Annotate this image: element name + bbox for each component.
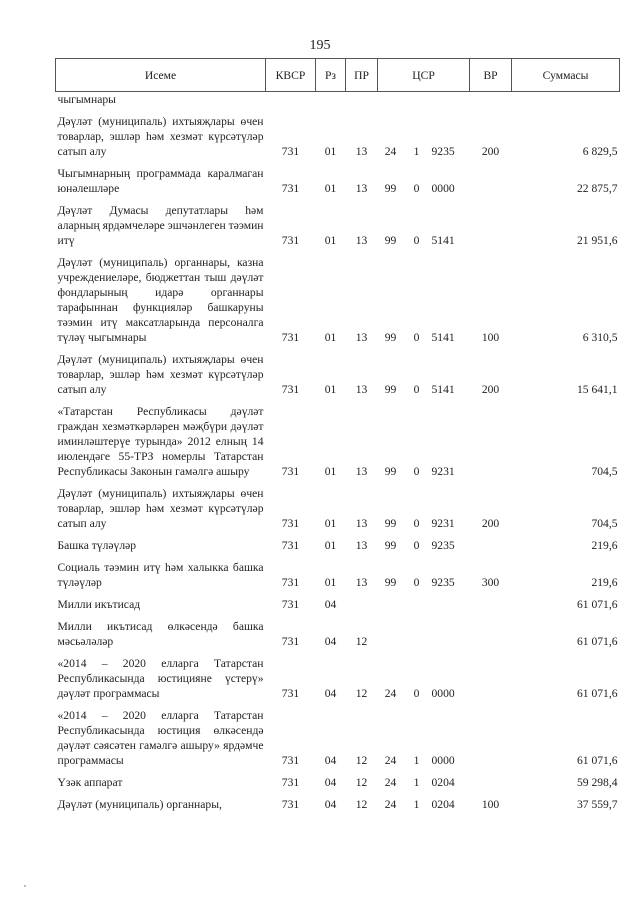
table-row [56,592,620,614]
row-csr-3: 9231 [431,517,455,530]
row-csr-1: 24 [384,798,397,811]
row-rz: 01 [324,465,337,478]
row-amount: 61 071,6 [576,754,618,767]
table-row [56,614,620,651]
row-csr-2: 1 [413,145,420,158]
row-csr-3: 0000 [431,182,455,195]
row-pr: 13 [355,383,368,396]
row-csr-2: 0 [413,383,420,396]
table-row [56,161,620,198]
row-amount: 15 641,1 [576,383,618,396]
row-csr-3: 0204 [431,798,455,811]
row-amount [512,92,620,110]
row-pr: 13 [355,331,368,344]
row-csr-3: 5141 [431,383,455,396]
row-csr-3 [430,592,470,614]
header-pr: ПР [346,59,378,92]
table-row [56,109,620,161]
row-pr: 13 [355,234,368,247]
row-amount: 704,5 [591,465,618,478]
row-vr [470,770,512,792]
row-amount: 61 071,6 [576,598,618,611]
row-name: «2014 – 2020 елларга Татарстан Республикасында юстицияне үстерү» дәүләт программасы [57,657,264,700]
row-pr: 13 [355,539,368,552]
row-name: чыгымнары [57,93,116,106]
header-csr: ЦСР [378,59,470,92]
row-csr-2 [404,92,430,110]
row-name: Дәүләт (муниципаль) ихтыяҗлары өчен товарлар, эшләр һәм хезмәт күрсәтүләр сатып алу [57,487,264,530]
row-pr: 13 [355,517,368,530]
row-csr-1: 24 [384,754,397,767]
row-name: Дәүләт (муниципаль) органнары, казна учреждениеләре, бюджеттан тыш дәүләт фондларының идарә органнары тарафыннан функцияләр башкаруны тәэмин итү максатларында персоналга түләү чыгымнары [57,256,264,344]
row-vr: 200 [481,383,500,396]
table-row [56,651,620,703]
table-row [56,481,620,533]
row-rz: 01 [324,234,337,247]
row-name: «Татарстан Республикасы дәүләт граждан хезмәткәрләрен мәҗбүри дәүләт иминләштерүе турында» 2012 елның 14 июлендәге 55-ТРЗ номерлы Татарстан Республикасы Законын гамәлгә ашыру [57,405,264,478]
row-csr-3: 9231 [431,465,455,478]
row-csr-1: 99 [384,383,397,396]
row-csr-3: 5141 [431,234,455,247]
row-vr: 300 [481,576,500,589]
row-rz: 01 [324,539,337,552]
row-rz: 04 [324,754,337,767]
row-csr-3: 5141 [431,331,455,344]
row-csr-3 [430,614,470,651]
table-row [56,792,620,814]
row-pr: 12 [355,776,368,789]
table-row [56,533,620,555]
row-csr-1: 99 [384,234,397,247]
row-amount: 704,5 [591,517,618,530]
row-pr: 13 [355,576,368,589]
row-vr [470,592,512,614]
row-rz: 01 [324,145,337,158]
row-csr-3: 9235 [431,145,455,158]
row-csr-2: 0 [413,465,420,478]
row-amount: 59 298,4 [576,776,618,789]
row-rz: 01 [324,576,337,589]
row-amount: 61 071,6 [576,687,618,700]
row-csr-2: 0 [413,331,420,344]
row-pr: 12 [355,754,368,767]
row-vr [470,92,512,110]
row-csr-3: 0000 [431,754,455,767]
row-pr: 13 [355,145,368,158]
row-csr-2: 0 [413,517,420,530]
table-row [56,92,620,110]
table-row [56,555,620,592]
row-amount: 21 951,6 [576,234,618,247]
row-kvsr: 731 [281,465,300,478]
row-csr-2 [404,592,430,614]
row-pr: 12 [355,635,368,648]
row-csr-1: 24 [384,145,397,158]
row-rz: 04 [324,598,337,611]
row-name: Милли икътисад өлкәсендә башка мәсьәләләр [57,620,264,648]
row-pr: 13 [355,465,368,478]
row-csr-2: 0 [413,182,420,195]
table-row [56,770,620,792]
header-kvsr: КВСР [266,59,316,92]
row-vr [470,703,512,770]
row-csr-1: 99 [384,331,397,344]
row-kvsr: 731 [281,234,300,247]
row-vr [470,614,512,651]
row-csr-1: 99 [384,517,397,530]
row-rz: 01 [324,331,337,344]
row-kvsr: 731 [281,331,300,344]
table-row [56,399,620,481]
row-amount: 219,6 [591,576,618,589]
row-name: Дәүләт (муниципаль) ихтыяҗлары өчен товарлар, эшләр һәм хезмәт күрсәтүләр сатып алу [57,115,264,158]
row-csr-1 [378,614,404,651]
header-rz: Рз [316,59,346,92]
row-name: Милли икътисад [57,598,141,611]
row-pr [346,592,378,614]
row-vr [470,533,512,555]
budget-table [55,58,620,814]
row-kvsr: 731 [281,576,300,589]
row-kvsr: 731 [281,598,300,611]
header-vr: ВР [470,59,512,92]
row-csr-1: 99 [384,576,397,589]
row-csr-1: 24 [384,687,397,700]
row-csr-3: 0000 [431,687,455,700]
row-name: Дәүләт Думасы депутатлары һәм аларның ярдәмчеләре эшчәнлеген тәэмин итү [57,204,264,247]
row-vr: 100 [481,798,500,811]
row-csr-2: 0 [413,687,420,700]
row-rz: 01 [324,517,337,530]
row-name: Үзәк аппарат [57,776,123,789]
row-amount: 6 829,5 [582,145,618,158]
row-csr-2: 0 [413,576,420,589]
row-pr: 12 [355,798,368,811]
row-amount: 22 875,7 [576,182,618,195]
row-amount: 61 071,6 [576,635,618,648]
row-rz: 04 [324,635,337,648]
row-amount: 219,6 [591,539,618,552]
row-kvsr: 731 [281,517,300,530]
row-rz [316,92,346,110]
row-rz: 01 [324,383,337,396]
scan-speck [24,885,26,887]
row-vr [470,161,512,198]
row-name: Дәүләт (муниципаль) органнары, [57,798,222,811]
row-csr-1 [378,592,404,614]
row-csr-2: 1 [413,754,420,767]
row-rz: 04 [324,687,337,700]
row-csr-1: 99 [384,182,397,195]
table-row [56,198,620,250]
row-csr-1: 99 [384,465,397,478]
row-vr: 200 [481,145,500,158]
row-amount: 6 310,5 [582,331,618,344]
row-pr [346,92,378,110]
table-header [56,59,620,92]
row-kvsr: 731 [281,539,300,552]
row-rz: 04 [324,798,337,811]
row-csr-3: 9235 [431,576,455,589]
row-name: Башка түләүләр [57,539,137,552]
row-csr-2: 1 [413,776,420,789]
row-kvsr: 731 [281,798,300,811]
table-row [56,250,620,347]
page-number: 195 [309,38,331,53]
row-kvsr: 731 [281,383,300,396]
row-csr-1 [378,92,404,110]
row-kvsr: 731 [281,635,300,648]
row-csr-1: 99 [384,539,397,552]
row-name: Дәүләт (муниципаль) ихтыяҗлары өчен товарлар, эшләр һәм хезмәт күрсәтүләр сатып алу [57,353,264,396]
header-amount: Суммасы [512,59,620,92]
table-row [56,703,620,770]
row-csr-2: 1 [413,798,420,811]
row-name: Чыгымнарның программада каралмаган юнәлешләре [57,167,264,195]
row-kvsr [266,92,316,110]
row-pr: 13 [355,182,368,195]
row-vr: 200 [481,517,500,530]
row-rz: 01 [324,182,337,195]
row-csr-2: 0 [413,234,420,247]
row-rz: 04 [324,776,337,789]
row-kvsr: 731 [281,145,300,158]
row-kvsr: 731 [281,182,300,195]
row-kvsr: 731 [281,754,300,767]
header-name: Исеме [56,59,266,92]
row-pr: 12 [355,687,368,700]
row-csr-3 [430,92,470,110]
row-vr [470,198,512,250]
row-csr-1: 24 [384,776,397,789]
row-kvsr: 731 [281,776,300,789]
row-name: Социаль тәэмин итү һәм халыкка башка түләүләр [57,561,264,589]
row-vr [470,651,512,703]
row-csr-3: 9235 [431,539,455,552]
row-csr-2 [404,614,430,651]
row-name: «2014 – 2020 елларга Татарстан Республикасында юстиция өлкәсендә дәүләт сәясәтен гамәлгә ашыру» ярдәмче программасы [57,709,264,767]
row-csr-3: 0204 [431,776,455,789]
row-csr-2: 0 [413,539,420,552]
row-kvsr: 731 [281,687,300,700]
row-vr: 100 [481,331,500,344]
row-amount: 37 559,7 [576,798,618,811]
row-vr [470,399,512,481]
table-row [56,347,620,399]
